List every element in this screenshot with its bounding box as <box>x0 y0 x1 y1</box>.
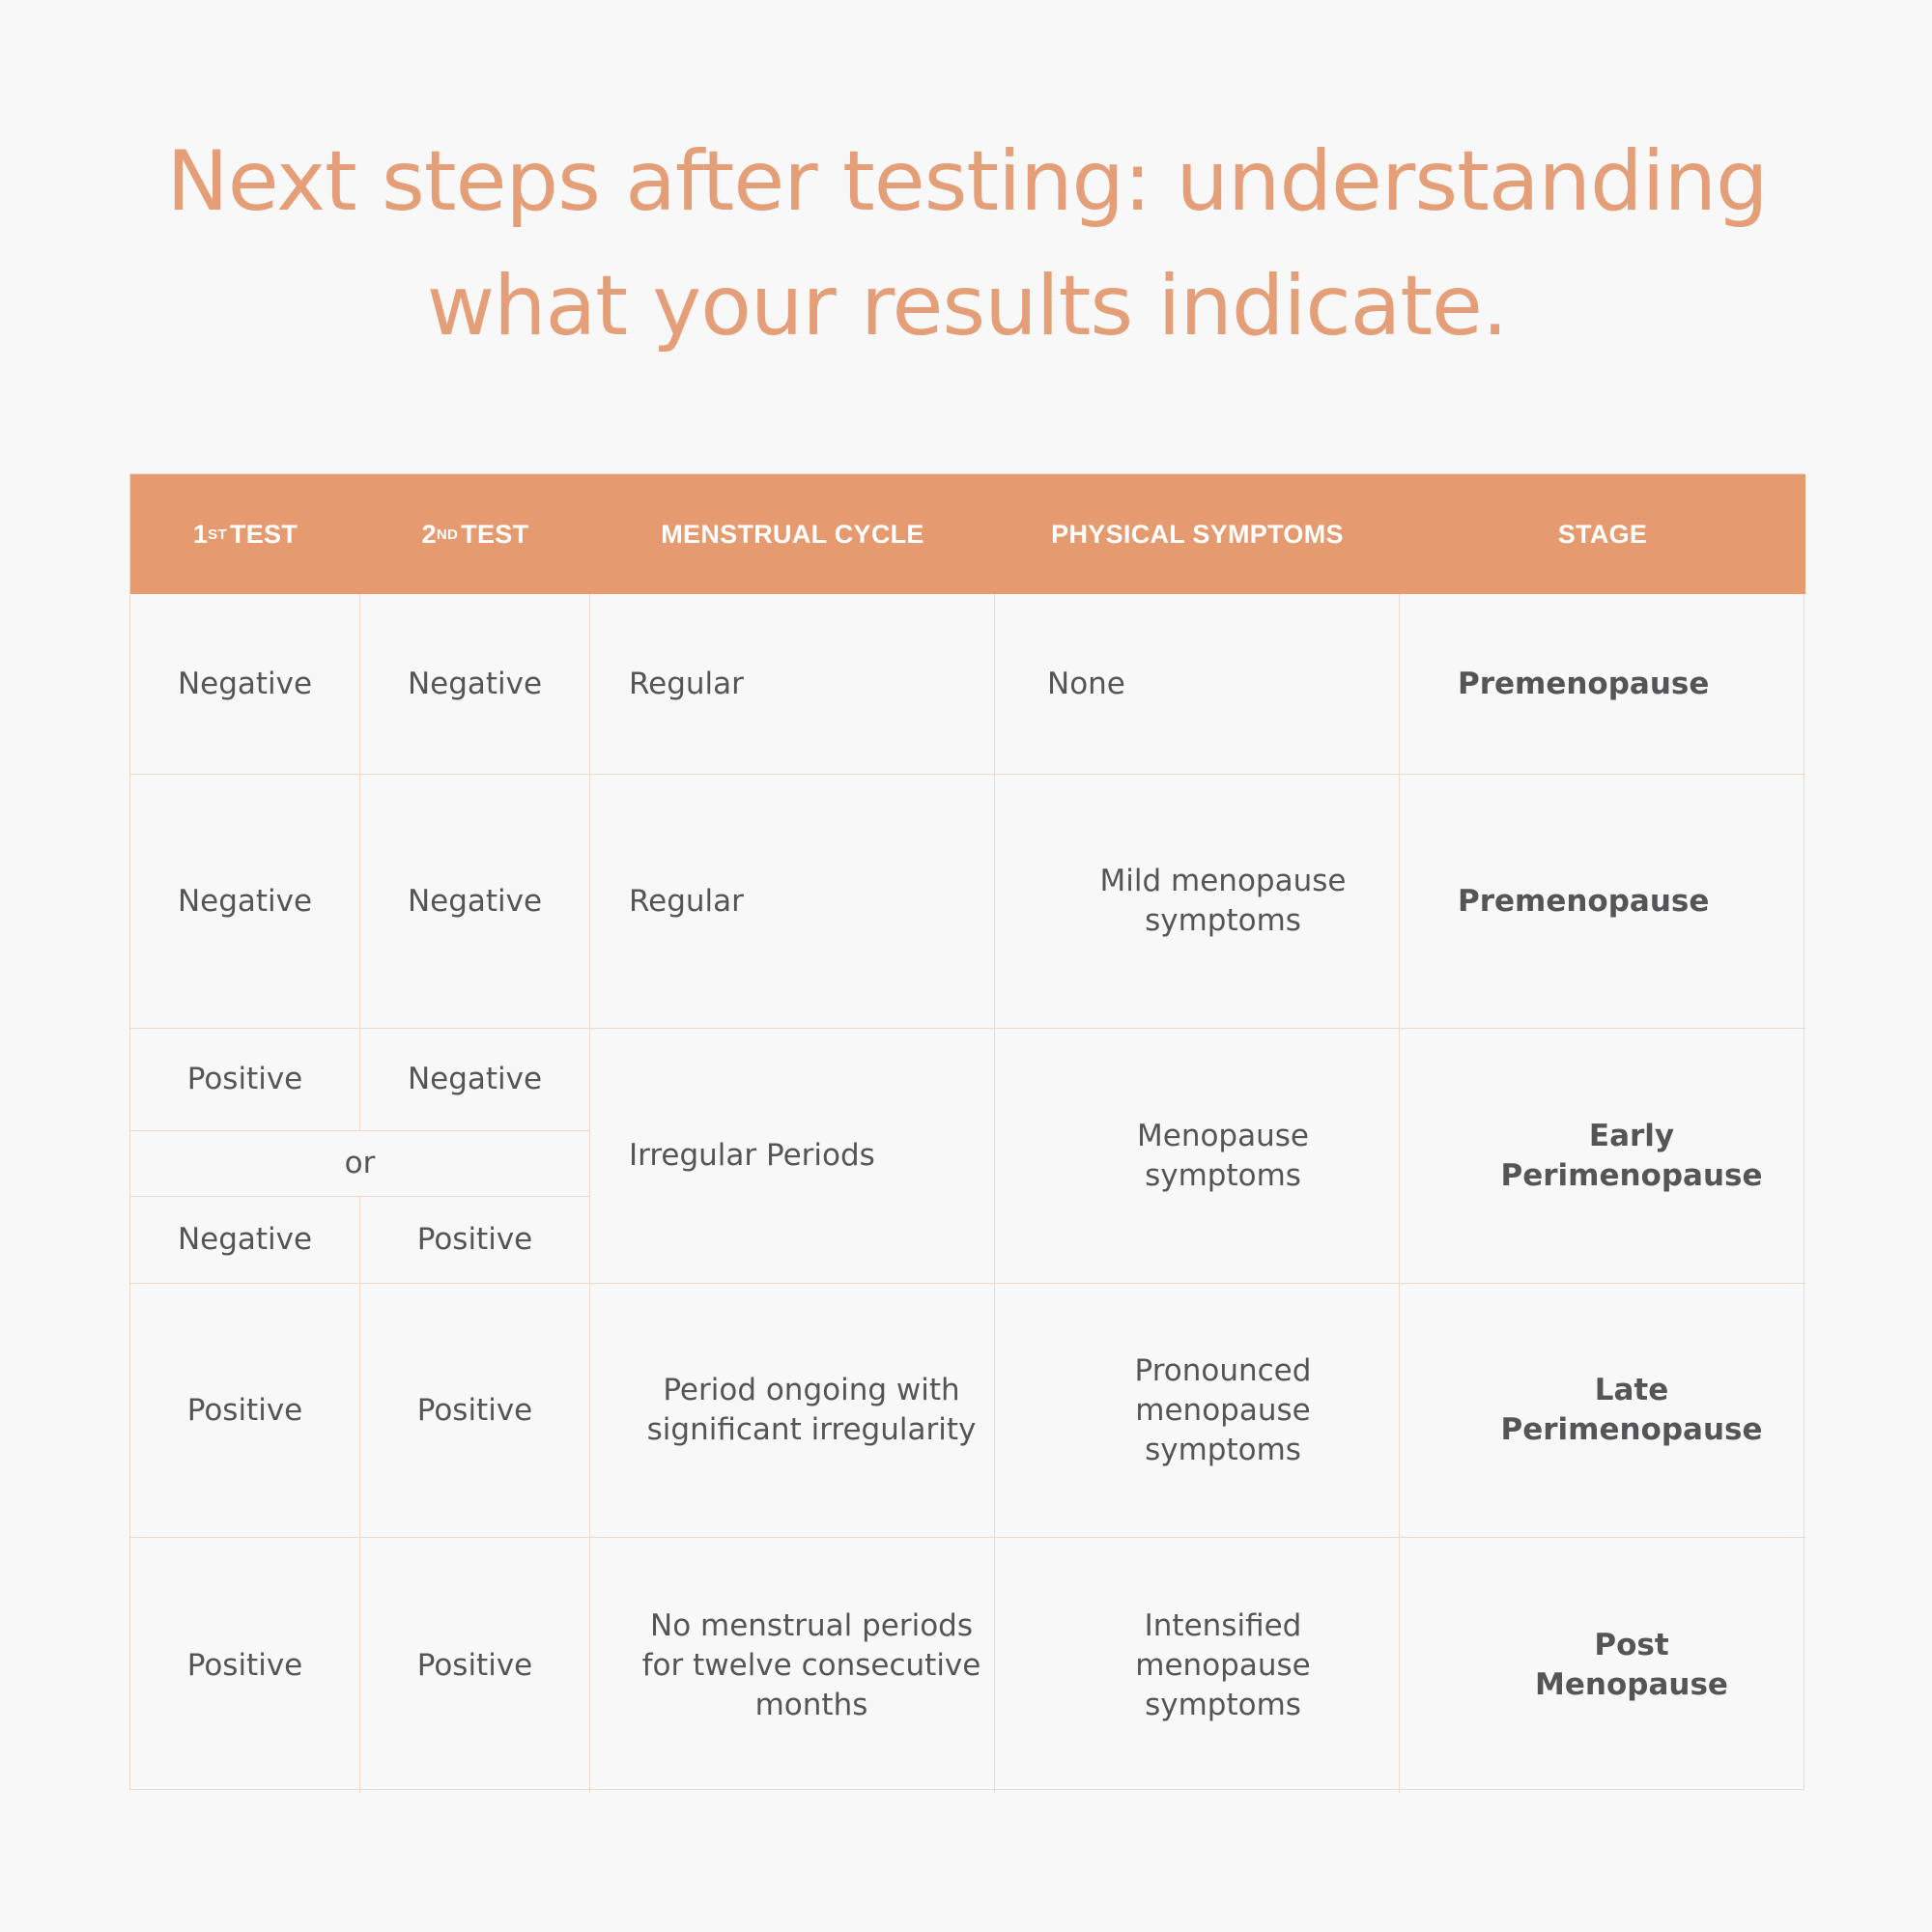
row-5-stage-line-2: Menopause <box>1535 1667 1728 1702</box>
row-1-first-test: Negative <box>130 594 360 775</box>
row-4-stage-line-1: Late <box>1594 1373 1669 1407</box>
row-2-physical-symptoms <box>995 775 1400 1029</box>
row-3-option-b-first-test: Negative <box>130 1197 360 1284</box>
row-2-second-test: Negative <box>360 775 590 1029</box>
row-4-symptoms-line-3: symptoms <box>1145 1432 1301 1467</box>
row-1-physical-symptoms: None <box>995 594 1400 775</box>
row-3-menstrual-cycle: Irregular Periods <box>590 1029 995 1284</box>
page-title <box>129 120 1804 369</box>
row-1-stage: Premenopause <box>1400 594 1805 775</box>
header-second-test <box>360 474 590 594</box>
row-3-option-a-second-test: Negative <box>360 1029 590 1131</box>
row-3-symptoms-line-1: Menopause <box>1137 1118 1309 1153</box>
row-3-option-a-first-test: Positive <box>130 1029 360 1131</box>
page-title-line-1: Next steps after testing: understanding <box>166 133 1768 230</box>
row-5-stage <box>1400 1538 1805 1793</box>
row-5-menstrual-cycle <box>590 1538 995 1793</box>
row-5-cycle-line-2: for twelve consecutive <box>641 1647 981 1683</box>
row-5-symptoms-line-3: symptoms <box>1145 1687 1301 1722</box>
results-table <box>129 473 1804 1790</box>
row-4-symptoms-line-1: Pronounced <box>1134 1352 1312 1388</box>
header-first-test-number: 1 <box>192 519 209 549</box>
row-1-second-test: Negative <box>360 594 590 775</box>
header-second-test-suffix: ND <box>436 526 459 543</box>
row-4-stage <box>1400 1284 1805 1538</box>
row-3-stage-line-2: Perimenopause <box>1500 1157 1763 1193</box>
row-3-stage <box>1400 1029 1805 1284</box>
row-5-first-test: Positive <box>130 1538 360 1793</box>
row-3-or-label: or <box>130 1131 590 1197</box>
row-2-symptoms-line-2: symptoms <box>1145 903 1301 938</box>
header-stage: STAGE <box>1400 474 1805 594</box>
header-physical-symptoms: PHYSICAL SYMPTOMS <box>995 474 1400 594</box>
row-4-stage-line-2: Perimenopause <box>1500 1412 1763 1447</box>
row-2-first-test: Negative <box>130 775 360 1029</box>
row-5-physical-symptoms <box>995 1538 1400 1793</box>
row-5-symptoms-line-2: menopause <box>1135 1647 1311 1683</box>
page-title-line-2: what your results indicate. <box>426 258 1508 355</box>
row-4-physical-symptoms <box>995 1284 1400 1538</box>
row-2-symptoms-line-1: Mild menopause <box>1099 864 1347 898</box>
row-4-cycle-line-1: Period ongoing with <box>663 1373 960 1407</box>
row-4-cycle-line-2: significant irregularity <box>646 1412 977 1447</box>
row-4-symptoms-line-2: menopause <box>1135 1392 1311 1428</box>
row-5-symptoms-line-1: Intensified <box>1144 1607 1302 1643</box>
row-2-menstrual-cycle: Regular <box>590 775 995 1029</box>
header-menstrual-cycle: MENSTRUAL CYCLE <box>590 474 995 594</box>
row-4-first-test: Positive <box>130 1284 360 1538</box>
row-5-cycle-line-3: months <box>754 1687 868 1722</box>
header-second-test-number: 2 <box>421 519 437 549</box>
header-second-test-word: TEST <box>461 519 529 549</box>
row-1-menstrual-cycle: Regular <box>590 594 995 775</box>
row-3-stage-line-1: Early <box>1588 1118 1675 1153</box>
row-5-cycle-line-1: No menstrual periods <box>650 1607 973 1643</box>
row-2-stage: Premenopause <box>1400 775 1805 1029</box>
header-first-test <box>130 474 360 594</box>
row-3-symptoms-line-2: symptoms <box>1145 1157 1301 1193</box>
header-first-test-suffix: ST <box>208 526 227 543</box>
row-4-second-test: Positive <box>360 1284 590 1538</box>
row-5-stage-line-1: Post <box>1594 1628 1669 1662</box>
row-3-physical-symptoms <box>995 1029 1400 1284</box>
row-3-option-b-second-test: Positive <box>360 1197 590 1284</box>
row-4-menstrual-cycle <box>590 1284 995 1538</box>
header-first-test-word: TEST <box>229 519 298 549</box>
row-5-second-test: Positive <box>360 1538 590 1793</box>
